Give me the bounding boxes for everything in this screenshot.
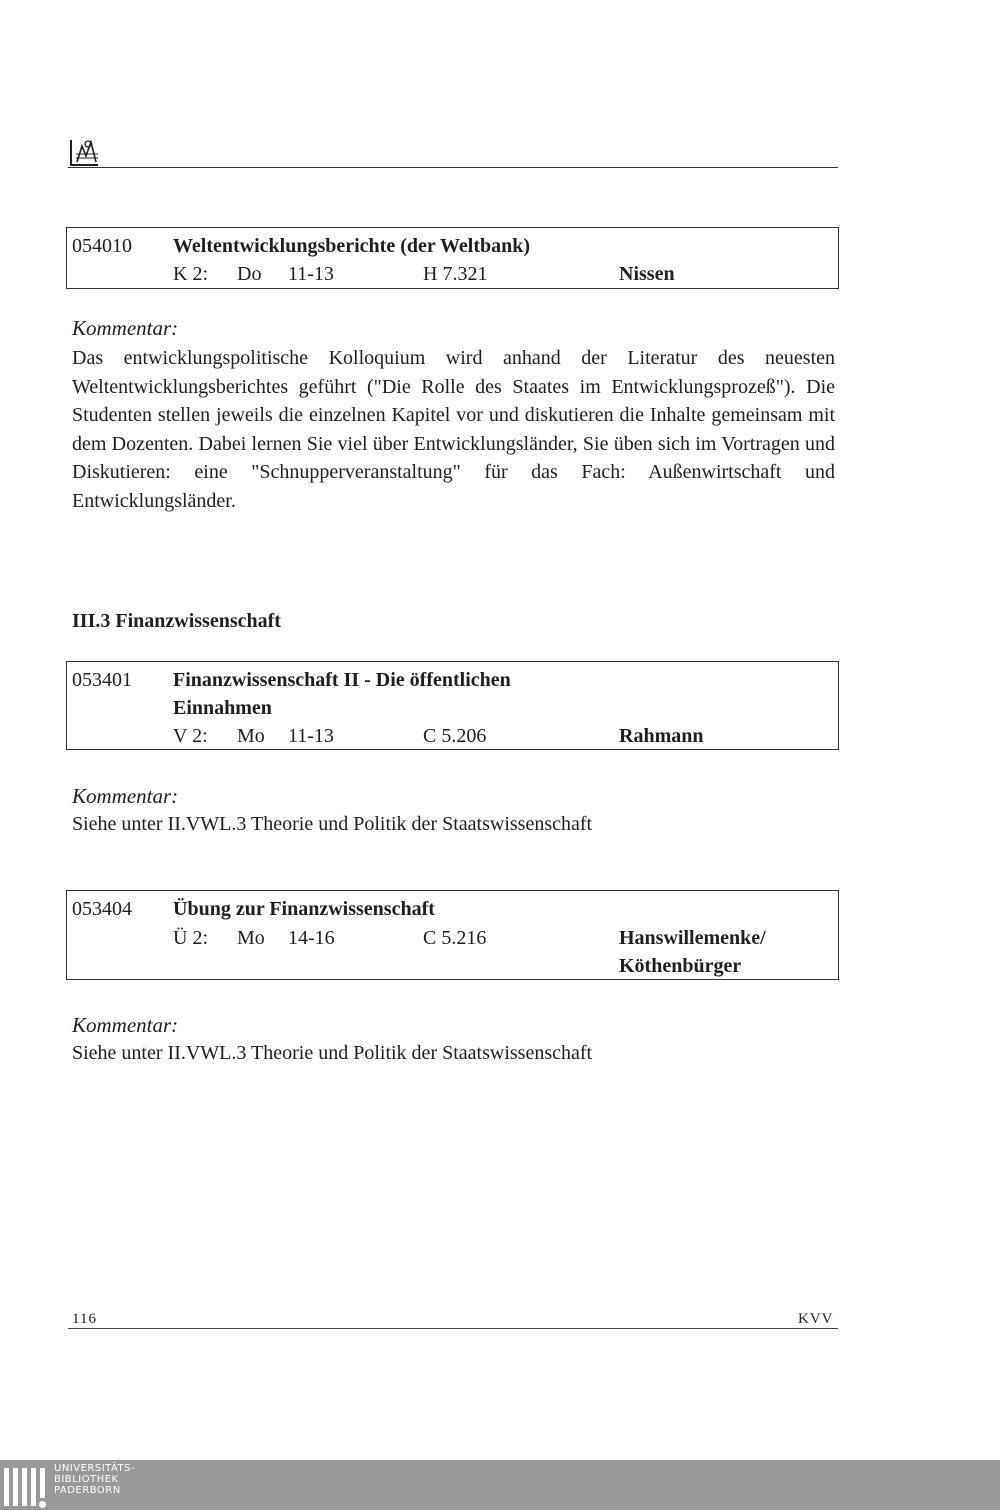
kommentar-text: Das entwicklungspolitische Kolloquium wird anhand der Literatur des neuesten Weltentwicklungsberichtes geführt ("Die Rolle des Staates im Entwicklungsprozeß"). Die Studenten stellen jeweils die einzelnen Kapitel vor und diskutieren die Inhalte gemeinsam mit dem Dozenten. Dabei lernen Sie viel über Entwicklungsländer, Sie üben sich im Vortragen und Diskutieren: eine "Schnupperveranstaltung" für das Fach: Außenwirtschaft und Entwicklungsländer. bbox=[72, 347, 835, 512]
department-logo-icon bbox=[68, 132, 102, 168]
course-day: Mo bbox=[237, 725, 265, 747]
course-time: 11-13 bbox=[288, 263, 334, 285]
course-room: C 5.216 bbox=[423, 927, 487, 949]
course-type: V 2: bbox=[173, 725, 208, 747]
course-type: Ü 2: bbox=[173, 927, 208, 949]
kommentar-label: Kommentar: bbox=[72, 784, 179, 808]
kommentar-label: Kommentar: bbox=[72, 1013, 179, 1037]
library-banner bbox=[0, 1460, 1000, 1510]
header-rule bbox=[68, 167, 838, 168]
library-line3: PADERBORN bbox=[54, 1485, 121, 1496]
course-id: 053401 bbox=[72, 669, 132, 691]
course-title: Übung zur Finanzwissenschaft bbox=[173, 898, 435, 920]
library-line1: UNIVERSITÄTS- bbox=[54, 1463, 136, 1474]
course-day: Mo bbox=[237, 927, 265, 949]
course-room: H 7.321 bbox=[423, 263, 488, 285]
library-line2: BIBLIOTHEK bbox=[54, 1474, 119, 1485]
footer-rule bbox=[68, 1328, 838, 1329]
course-title-line1: Finanzwissenschaft II - Die öffentlichen bbox=[173, 669, 511, 691]
course-lecturer: Rahmann bbox=[619, 725, 704, 747]
course-lecturer: Nissen bbox=[619, 263, 675, 285]
course-type: K 2: bbox=[173, 263, 208, 285]
kommentar-text: Siehe unter II.VWL.3 Theorie und Politik der Staatswissenschaft bbox=[72, 1042, 593, 1064]
course-id: 053404 bbox=[72, 898, 132, 920]
kommentar-label: Kommentar: bbox=[72, 316, 179, 340]
course-time: 11-13 bbox=[288, 725, 334, 747]
course-lecturer-line2: Köthenbürger bbox=[619, 955, 742, 977]
page-number: 116 bbox=[72, 1311, 97, 1327]
course-lecturer-line1: Hanswillemenke/ bbox=[619, 927, 766, 949]
course-room: C 5.206 bbox=[423, 725, 487, 747]
course-title-line2: Einnahmen bbox=[173, 697, 272, 719]
course-time: 14-16 bbox=[288, 927, 335, 949]
course-title: Weltentwicklungsberichte (der Weltbank) bbox=[173, 235, 531, 257]
library-name bbox=[54, 1463, 135, 1496]
footer-label: KVV bbox=[798, 1311, 834, 1327]
section-heading: III.3 Finanzwissenschaft bbox=[72, 610, 281, 632]
kommentar-text: Siehe unter II.VWL.3 Theorie und Politik der Staatswissenschaft bbox=[72, 813, 593, 835]
course-day: Do bbox=[237, 263, 262, 285]
course-id: 054010 bbox=[72, 235, 132, 257]
